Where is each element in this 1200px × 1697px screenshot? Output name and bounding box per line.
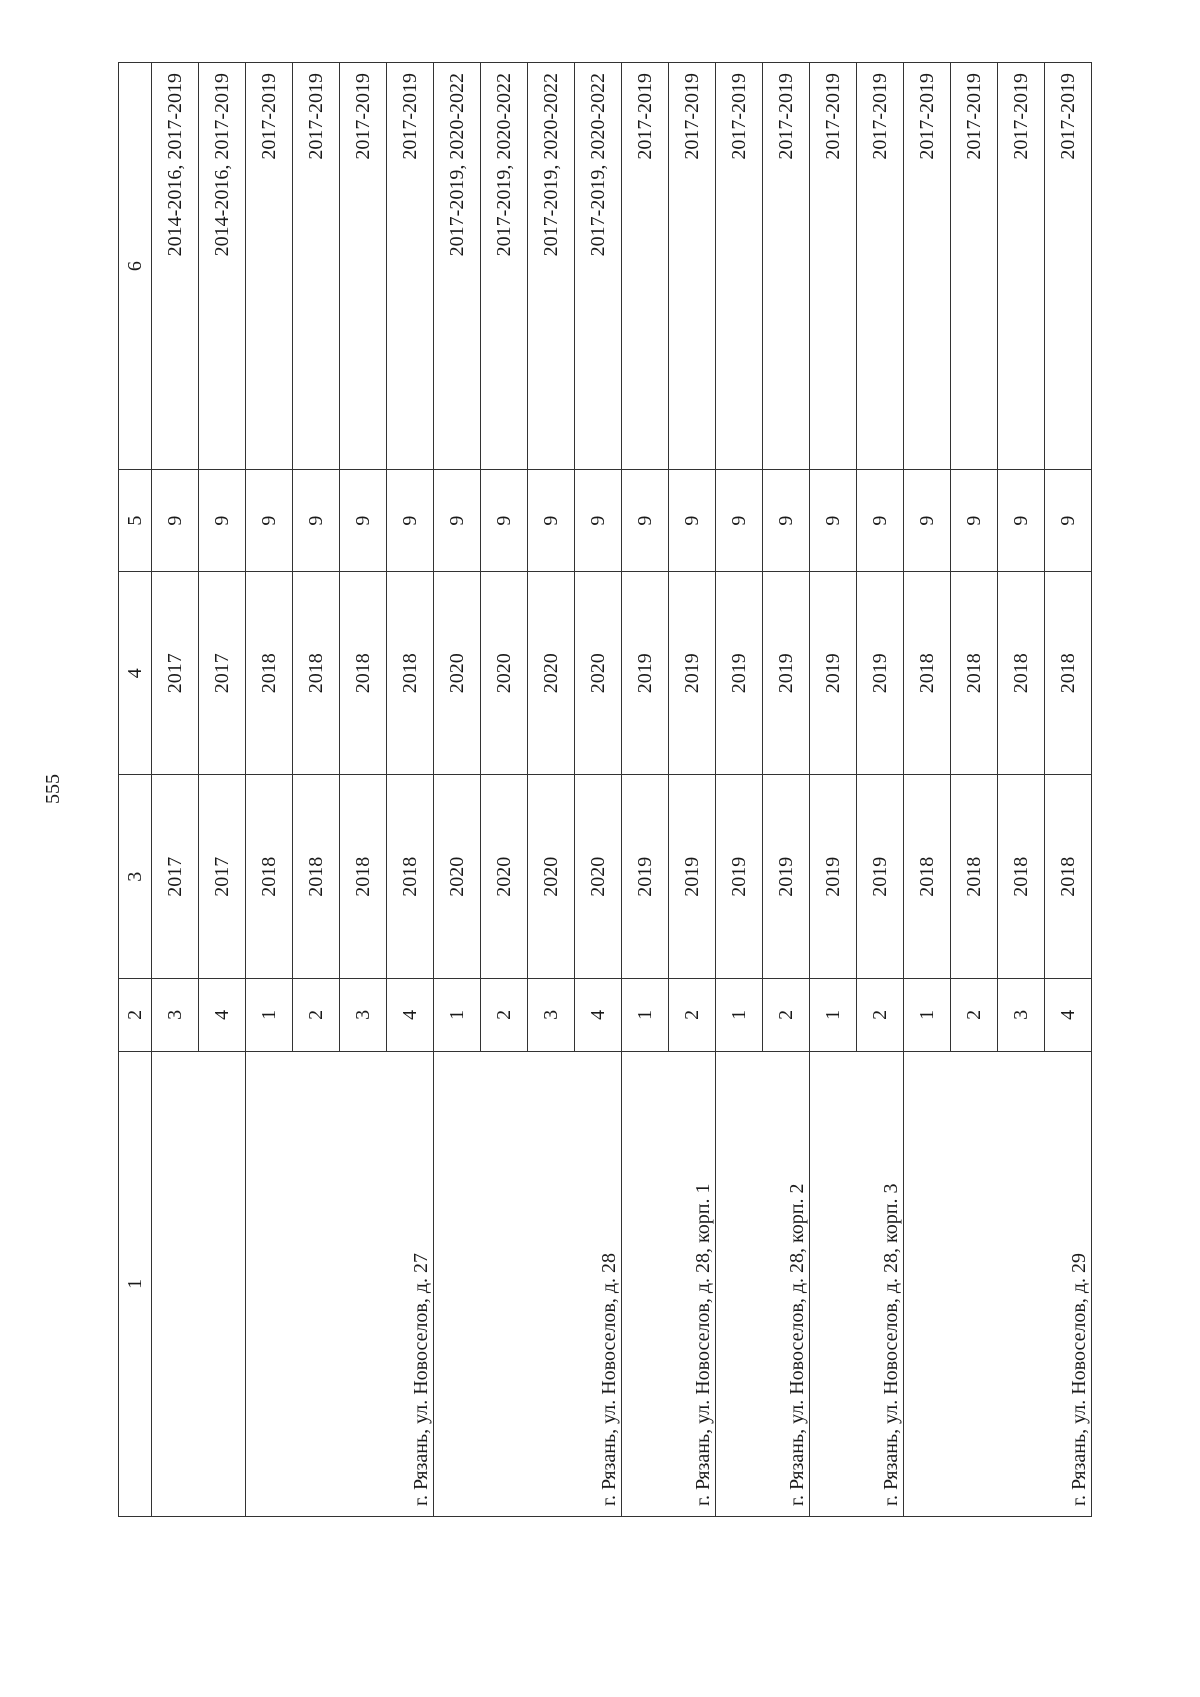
section-cell: 3 [528,979,575,1052]
section-cell: 4 [387,979,434,1052]
section-cell: 4 [199,979,246,1052]
column-5-cell: 9 [575,470,622,572]
table-row [716,63,763,1517]
section-cell: 2 [481,979,528,1052]
column-4-cell: 2018 [246,571,293,775]
column-4-cell: 2019 [763,571,810,775]
section-cell: 1 [904,979,951,1052]
column-3-cell: 2020 [575,775,622,979]
years-cell: 2017-2019 [622,63,669,470]
column-5-cell: 9 [246,470,293,572]
years-cell: 2017-2019 [763,63,810,470]
section-cell: 3 [998,979,1045,1052]
column-3-cell: 2018 [998,775,1045,979]
column-3-cell: 2019 [763,775,810,979]
column-3-cell: 2019 [622,775,669,979]
years-cell: 2017-2019 [669,63,716,470]
years-cell: 2017-2019, 2020-2022 [434,63,481,470]
column-4-cell: 2018 [951,571,998,775]
years-cell: 2014-2016, 2017-2019 [199,63,246,470]
column-header: 6 [119,63,152,470]
column-5-cell: 9 [810,470,857,572]
section-cell: 4 [575,979,622,1052]
column-5-cell: 9 [152,470,199,572]
years-cell: 2017-2019 [387,63,434,470]
column-4-cell: 2020 [434,571,481,775]
address-cell: г. Рязань, ул. Новоселов, д. 28, корп. 3 [810,1051,904,1516]
section-cell: 3 [340,979,387,1052]
column-4-cell: 2018 [1045,571,1092,775]
rotated-table-frame [118,62,1092,1517]
column-header: 3 [119,775,152,979]
table-body [119,63,1092,1517]
column-3-cell: 2018 [246,775,293,979]
section-cell: 1 [810,979,857,1052]
column-4-cell: 2017 [152,571,199,775]
column-4-cell: 2018 [340,571,387,775]
column-4-cell: 2020 [575,571,622,775]
column-4-cell: 2020 [528,571,575,775]
table-row [810,63,857,1517]
column-4-cell: 2020 [481,571,528,775]
column-5-cell: 9 [998,470,1045,572]
column-3-cell: 2017 [152,775,199,979]
column-3-cell: 2019 [669,775,716,979]
column-header: 2 [119,979,152,1052]
years-cell: 2017-2019 [1045,63,1092,470]
section-cell: 2 [293,979,340,1052]
address-cell: г. Рязань, ул. Новоселов, д. 27 [246,1051,434,1516]
address-cell: г. Рязань, ул. Новоселов, д. 28, корп. 1 [622,1051,716,1516]
column-4-cell: 2017 [199,571,246,775]
years-cell: 2017-2019, 2020-2022 [481,63,528,470]
years-cell: 2017-2019 [951,63,998,470]
section-cell: 4 [1045,979,1092,1052]
column-5-cell: 9 [1045,470,1092,572]
column-5-cell: 9 [293,470,340,572]
years-cell: 2017-2019 [293,63,340,470]
column-5-cell: 9 [669,470,716,572]
table-row [152,63,199,1517]
column-3-cell: 2020 [481,775,528,979]
years-cell: 2017-2019 [904,63,951,470]
table-row [246,63,293,1517]
column-3-cell: 2018 [951,775,998,979]
section-cell: 1 [716,979,763,1052]
column-5-cell: 9 [857,470,904,572]
column-3-cell: 2018 [1045,775,1092,979]
column-header: 1 [119,1051,152,1516]
column-5-cell: 9 [340,470,387,572]
column-3-cell: 2019 [857,775,904,979]
address-cell: г. Рязань, ул. Новоселов, д. 28, корп. 2 [716,1051,810,1516]
column-3-cell: 2018 [904,775,951,979]
column-3-cell: 2018 [293,775,340,979]
column-3-cell: 2019 [810,775,857,979]
years-cell: 2017-2019, 2020-2022 [528,63,575,470]
column-5-cell: 9 [199,470,246,572]
column-3-cell: 2018 [340,775,387,979]
column-header: 5 [119,470,152,572]
address-cell: г. Рязань, ул. Новоселов, д. 29 [904,1051,1092,1516]
column-5-cell: 9 [951,470,998,572]
section-cell: 2 [951,979,998,1052]
section-cell: 2 [763,979,810,1052]
column-3-cell: 2019 [716,775,763,979]
address-cell: г. Рязань, ул. Новоселов, д. 28 [434,1051,622,1516]
column-3-cell: 2018 [387,775,434,979]
column-3-cell: 2017 [199,775,246,979]
section-cell: 1 [246,979,293,1052]
column-5-cell: 9 [904,470,951,572]
column-5-cell: 9 [716,470,763,572]
table-row [622,63,669,1517]
table-row [904,63,951,1517]
section-cell: 2 [857,979,904,1052]
column-4-cell: 2018 [387,571,434,775]
column-3-cell: 2020 [434,775,481,979]
buildings-table [118,62,1092,1517]
years-cell: 2017-2019 [810,63,857,470]
years-cell: 2017-2019 [857,63,904,470]
column-4-cell: 2019 [669,571,716,775]
column-5-cell: 9 [622,470,669,572]
column-3-cell: 2020 [528,775,575,979]
section-cell: 1 [434,979,481,1052]
table-row [434,63,481,1517]
column-4-cell: 2018 [904,571,951,775]
years-cell: 2017-2019 [998,63,1045,470]
section-cell: 2 [669,979,716,1052]
years-cell: 2014-2016, 2017-2019 [152,63,199,470]
section-cell: 3 [152,979,199,1052]
column-4-cell: 2019 [857,571,904,775]
years-cell: 2017-2019, 2020-2022 [575,63,622,470]
column-5-cell: 9 [434,470,481,572]
column-4-cell: 2018 [293,571,340,775]
address-cell [152,1051,246,1516]
column-4-cell: 2019 [622,571,669,775]
column-5-cell: 9 [763,470,810,572]
column-5-cell: 9 [387,470,434,572]
column-5-cell: 9 [528,470,575,572]
column-header: 4 [119,571,152,775]
column-4-cell: 2019 [716,571,763,775]
column-4-cell: 2018 [998,571,1045,775]
column-4-cell: 2019 [810,571,857,775]
column-number-row [119,63,152,1517]
section-cell: 1 [622,979,669,1052]
years-cell: 2017-2019 [246,63,293,470]
years-cell: 2017-2019 [340,63,387,470]
page-number: 555 [42,774,64,804]
column-5-cell: 9 [481,470,528,572]
years-cell: 2017-2019 [716,63,763,470]
